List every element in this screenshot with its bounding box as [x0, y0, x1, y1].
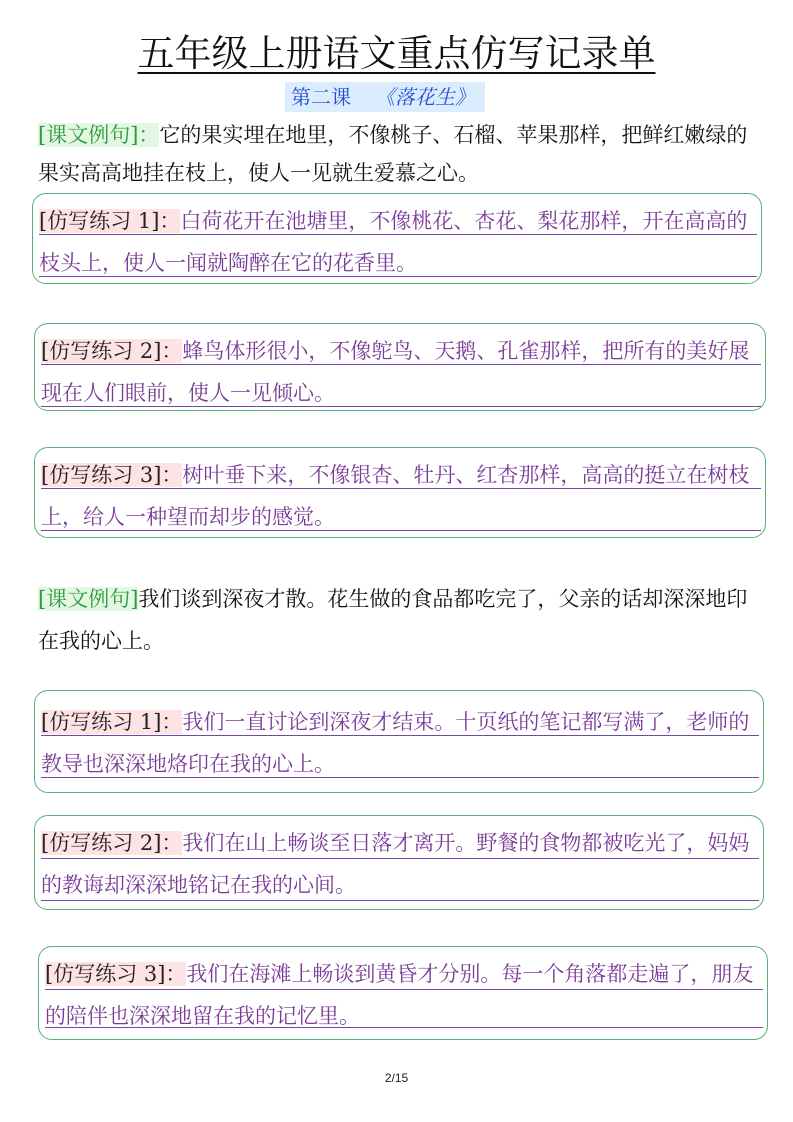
practice-label: [仿写练习 1]： [41, 710, 183, 734]
practice-answer: 我们在海滩上畅谈到黄昏才分别。每一个角落都走遍了，朋友的陪伴也深深地留在我的记忆里。 [45, 962, 754, 1028]
answer-underline [41, 364, 761, 365]
lesson-number: 第二课 [291, 85, 351, 109]
answer-underline [45, 1027, 763, 1028]
example-sentence [38, 578, 760, 662]
practice-text [45, 953, 763, 1037]
practice-label: [仿写练习 3]： [45, 962, 187, 986]
answer-underline [39, 234, 757, 235]
practice-answer: 蜂鸟体形很小，不像鸵鸟、天鹅、孔雀那样，把所有的美好展现在人们眼前，使人一见倾心。 [41, 339, 750, 405]
answer-underline [45, 989, 763, 990]
practice-box [34, 323, 766, 411]
practice-label: [仿写练习 2]： [41, 831, 183, 855]
practice-label: [仿写练习 2]： [41, 339, 183, 363]
practice-answer: 树叶垂下来，不像银杏、牡丹、红杏那样，高高的挺立在树枝上，给人一种望而却步的感觉。 [41, 463, 750, 529]
practice-box [34, 815, 764, 910]
example-text: 它的果实埋在地里，不像桃子、石榴、苹果那样，把鲜红嫩绿的果实高高地挂在枝上，使人一见就生爱慕之心。 [38, 123, 748, 185]
lesson-name: 《落花生》 [375, 85, 475, 109]
practice-label: [仿写练习 1]： [39, 209, 181, 233]
example-label: [课文例句]： [38, 123, 160, 147]
answer-underline [41, 488, 761, 489]
answer-underline [41, 900, 759, 901]
practice-answer: 白荷花开在池塘里，不像桃花、杏花、梨花那样，开在高高的枝头上，使人一闻就陶醉在它的花香里。 [39, 209, 748, 275]
practice-answer: 我们在山上畅谈至日落才离开。野餐的食物都被吃光了，妈妈的教诲却深深地铭记在我的心间。 [41, 831, 750, 897]
answer-underline [39, 276, 757, 277]
practice-box [32, 193, 762, 284]
practice-text [41, 822, 759, 906]
practice-text [41, 330, 761, 414]
answer-underline [41, 777, 759, 778]
lesson-heading [285, 82, 485, 112]
practice-box [34, 447, 766, 538]
practice-box [38, 946, 768, 1040]
answer-underline [41, 406, 761, 407]
answer-underline [41, 858, 759, 859]
example-label: [课文例句] [38, 587, 139, 611]
page-title [0, 30, 793, 78]
practice-label: [仿写练习 3]： [41, 463, 183, 487]
page-number: 2/15 [384, 1071, 409, 1085]
title-text: 五年级上册语文重点仿写记录单 [137, 32, 656, 75]
practice-text [41, 454, 761, 538]
answer-underline [41, 530, 761, 531]
practice-answer: 我们一直讨论到深夜才结束。十页纸的笔记都写满了，老师的教导也深深地烙印在我的心上。 [41, 710, 750, 776]
answer-underline [41, 735, 759, 736]
practice-text [39, 200, 757, 284]
practice-text [41, 701, 759, 785]
practice-box [34, 690, 764, 793]
example-text: 我们谈到深夜才散。花生做的食品都吃完了，父亲的话却深深地印在我的心上。 [38, 587, 748, 653]
example-sentence [38, 116, 760, 192]
